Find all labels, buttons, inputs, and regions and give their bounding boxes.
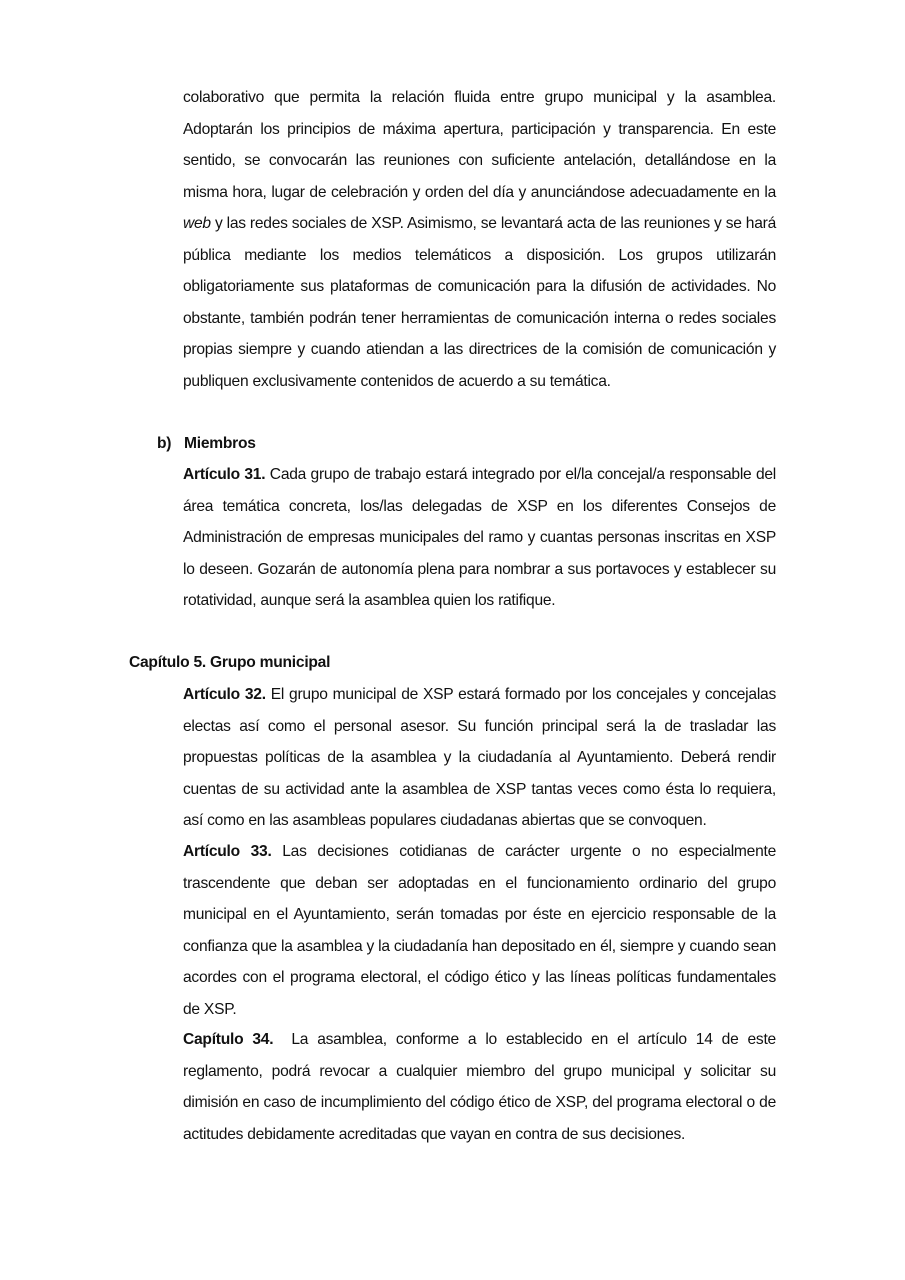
article-32-text: El grupo municipal de XSP estará formado por los concejales y concejalas electas así como el personal asesor. Su función principal será la de trasladar las propuestas políticas de la asamblea y la ciudadanía al Ayuntamiento. Deberá rendir cuentas de su actividad ante la asamblea de XSP tantas veces como ésta lo requiera, así como en las asambleas populares ciudadanas abiertas que se convoquen. xyxy=(183,686,776,829)
section-b-heading xyxy=(157,428,256,460)
article-34-label: Capítulo 34. xyxy=(183,1031,274,1048)
continuation-text-part-1: colaborativo que permita la relación fluida entre grupo municipal y la asamblea. Adoptarán los principios de máxima apertura, participación y transparencia. En este sentido, se convocarán las reuniones con suficiente antelación, detallándose en la misma hora, lugar de celebración y orden del día y anunciándose adecuadamente en la xyxy=(183,89,776,201)
article-31-text: Cada grupo de trabajo estará integrado por el/la concejal/a responsable del área temática concreta, los/las delegadas de XSP en los diferentes Consejos de Administración de empresas municipales del ramo y cuantas personas inscritas en XSP lo deseen. Gozarán de autonomía plena para nombrar a sus portavoces y establecer su rotatividad, aunque será la asamblea quien los ratifique. xyxy=(183,466,777,609)
section-b-title: Miembros xyxy=(184,435,256,452)
article-32-paragraph xyxy=(183,679,776,837)
article-33-text: Las decisiones cotidianas de carácter urgente o no especialmente trascendente que deban ser adoptadas en el funcionamiento ordinario del grupo municipal en el Ayuntamiento, serán tomadas por éste en ejercicio responsable de la confianza que la asamblea y la ciudadanía han depositado en él, siempre y cuando sean acordes con el programa electoral, el código ético y las líneas políticas fundamentales de XSP. xyxy=(183,843,777,1018)
chapter-5-heading: Capítulo 5. Grupo municipal xyxy=(129,654,331,671)
article-33-paragraph xyxy=(183,836,776,1025)
continuation-text-part-2: y las redes sociales de XSP. Asimismo, se levantará acta de las reuniones y se hará pública mediante los medios telemáticos a disposición. Los grupos utilizarán obligatoriamente sus plataformas de comunicación para la difusión de actividades. No obstante, también podrán tener herramientas de comunicación interna o redes sociales propias siempre y cuando atiendan a las directrices de la comisión de comunicación y publiquen exclusivamente contenidos de acuerdo a su temática. xyxy=(183,215,776,390)
continuation-paragraph xyxy=(183,82,776,397)
article-33-label: Artículo 33. xyxy=(183,843,272,860)
article-32-label: Artículo 32. xyxy=(183,686,266,703)
article-34-text: La asamblea, conforme a lo establecido en el artículo 14 de este reglamento, podrá revocar a cualquier miembro del grupo municipal y solicitar su dimisión en caso de incumplimiento del código ético de XSP, del programa electoral o de actitudes debidamente acreditadas que vayan en contra de sus decisiones. xyxy=(183,1031,781,1143)
article-31-paragraph xyxy=(183,459,776,617)
article-31-label: Artículo 31. xyxy=(183,466,266,483)
italic-web-word: web xyxy=(183,215,211,232)
article-34-paragraph xyxy=(183,1024,781,1150)
section-b-marker: b) xyxy=(157,435,172,452)
